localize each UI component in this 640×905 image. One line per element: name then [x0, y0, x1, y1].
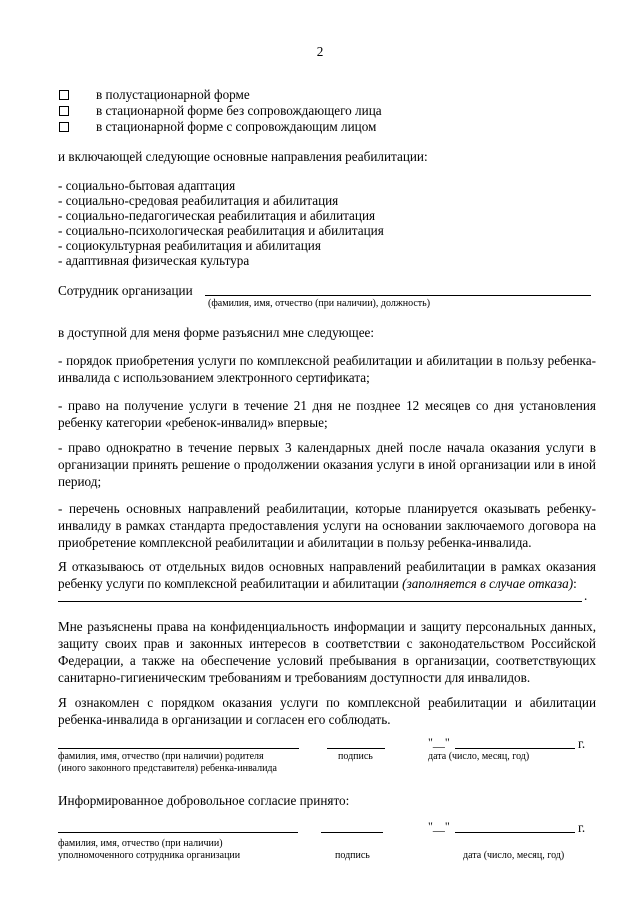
consent-accepted-text: Информированное добровольное согласие принято:: [58, 793, 350, 808]
employee-name-line[interactable]: [58, 832, 298, 833]
employee-name-caption-1: фамилия, имя, отчество (при наличии): [58, 838, 223, 849]
parent-signature-line[interactable]: [327, 748, 385, 749]
parent-date-line[interactable]: [455, 748, 575, 749]
employee-field-line[interactable]: [205, 295, 591, 296]
directions-intro: и включающей следующие основные направления реабилитации:: [58, 149, 428, 164]
employee-name-caption-2: уполномоченного сотрудника организации: [58, 850, 241, 861]
parent-year-suffix: г.: [578, 736, 586, 751]
page-number: 2: [316, 44, 324, 59]
paragraph-confidentiality: Мне разъяснены права на конфиденциальность информации и защиту персональных данных, защиту своих прав и законных интересов в соответствии с законодательством Российской Федерации, а также на обеспечение условий пребывания в организации, соответствующих санитарно-гигиеническим требованиям и требованиям доступности для инвалидов.: [58, 619, 596, 685]
employee-signature-caption: подпись: [335, 850, 370, 861]
employee-date-day: "__": [428, 819, 450, 833]
direction-item: - социально-средовая реабилитация и абилитация: [58, 193, 339, 208]
employee-date-line[interactable]: [455, 832, 575, 833]
refusal-field-line[interactable]: [58, 601, 582, 602]
parent-date-day: "__": [428, 735, 450, 749]
direction-item: - адаптивная физическая культура: [58, 253, 250, 268]
direction-item: - социально-бытовая адаптация: [58, 178, 236, 193]
direction-item: - социально-психологическая реабилитация и абилитация: [58, 223, 384, 238]
refusal-note: (заполняется в случае отказа): [402, 576, 574, 591]
checkbox-stationary-accompanied[interactable]: [59, 122, 69, 132]
paragraph-3-days: - право однократно в течение первых 3 календарных дней после начала оказания услуги в организации принять решение о продолжении оказания услуги в иной организации или в иной период;: [58, 440, 596, 489]
parent-date-caption: дата (число, месяц, год): [428, 751, 530, 762]
parent-name-caption-2: (иного законного представителя) ребенка-инвалида: [58, 763, 277, 774]
direction-item: - социокультурная реабилитация и абилитация: [58, 238, 321, 253]
employee-signature-line[interactable]: [321, 832, 383, 833]
parent-name-caption-1: фамилия, имя, отчество (при наличии) родителя: [58, 751, 264, 762]
checkbox-semi-stationary[interactable]: [59, 90, 69, 100]
option-stationary-accompanied: в стационарной форме с сопровождающим лицом: [96, 119, 377, 134]
employee-label: Сотрудник организации: [58, 283, 193, 298]
explained-text: в доступной для меня форме разъяснил мне следующее:: [58, 325, 375, 340]
paragraph-certificate: - порядок приобретения услуги по комплексной реабилитации и абилитации в пользу ребенка-инвалида с использованием электронного сертификата;: [58, 353, 596, 385]
refusal-main-text: Я отказываюсь от отдельных видов основных направлений реабилитации в рамках оказания ребенку услуги по комплексной реабилитации и абилитации: [58, 559, 596, 591]
paragraph-refusal: [58, 558, 596, 592]
option-semi-stationary: в полустационарной форме: [96, 87, 250, 102]
paragraph-21-days: - право на получение услуги в течение 21 дня не позднее 12 месяцев со дня установления ребенку категории «ребенок-инвалид» впервые;: [58, 398, 596, 430]
refusal-end-dot: .: [584, 588, 588, 603]
checkbox-stationary-alone[interactable]: [59, 106, 69, 116]
paragraph-directions-list: - перечень основных направлений реабилитации, которые планируется оказывать ребенку-инвалиду в рамках стандарта предоставления услуги на основании заключаемого договора на приобретение комплексной реабилитации и абилитации в пользу ребенка-инвалида.: [58, 501, 596, 550]
parent-signature-caption: подпись: [338, 751, 373, 762]
paragraph-acknowledged: Я ознакомлен с порядком оказания услуги по комплексной реабилитации и абилитации ребенка-инвалида в организации и согласен его соблюдать.: [58, 695, 596, 727]
option-stationary-alone: в стационарной форме без сопровождающего лица: [96, 103, 382, 118]
direction-item: - социально-педагогическая реабилитация и абилитация: [58, 208, 376, 223]
employee-caption: (фамилия, имя, отчество (при наличии), должность): [208, 298, 431, 309]
employee-year-suffix: г.: [578, 820, 586, 835]
employee-date-caption: дата (число, месяц, год): [463, 850, 565, 861]
refusal-colon: :: [573, 576, 577, 591]
parent-name-line[interactable]: [58, 748, 299, 749]
